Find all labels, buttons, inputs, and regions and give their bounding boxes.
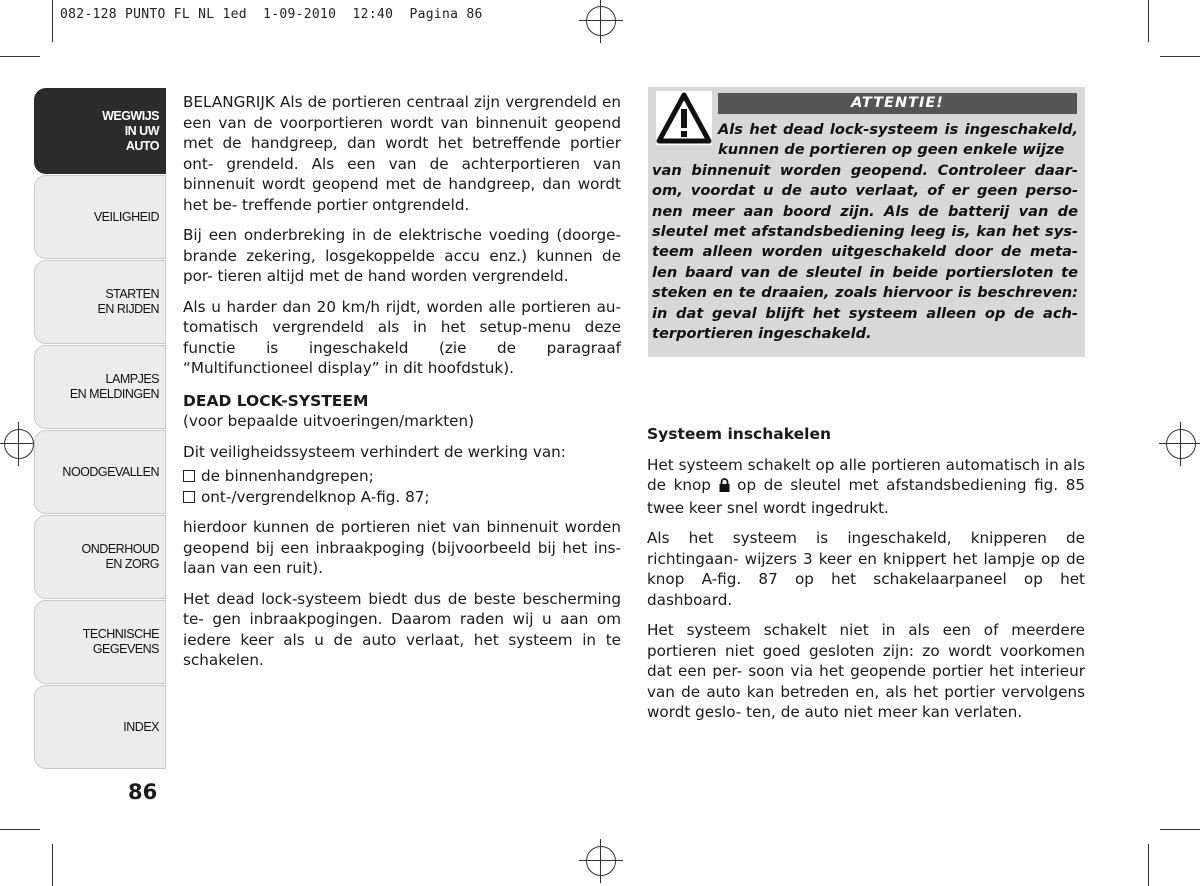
paragraph: Het systeem schakelt niet in als een of meerdere portieren niet goed gesloten zijn: zo wordt voorkomen dat een per- soon via het geopende portier het interieur van de auto kan betreden en, als het portier vervolgens wordt geslo- ten, de auto niet meer kan verlaten. bbox=[647, 621, 1085, 721]
tab-noodgevallen[interactable] bbox=[34, 430, 166, 514]
print-slug: 082-128 PUNTO FL NL 1ed 1-09-2010 12:40 Pagina 86 bbox=[60, 7, 483, 22]
paragraph bbox=[647, 455, 1085, 519]
paragraph: BELANGRIJK Als de portieren centraal zijn vergrendeld en een van de voorportieren wordt van binnenuit geopend met de handgreep, dan wordt het betreffende portier ont- grendeld. Als een van de achterportieren van binnenuit wordt geopend met de handgreep, dan wordt het be- treffende portier ontgrendeld. bbox=[183, 93, 621, 214]
tab-label: ONDERHOUD EN ZORG bbox=[81, 542, 159, 571]
registration-mark-left bbox=[4, 429, 34, 459]
left-column bbox=[183, 92, 621, 681]
section-heading: DEAD LOCK-SYSTEEM bbox=[183, 391, 369, 410]
paragraph-text: Het systeem schakelt op alle portieren automatisch in als de knop bbox=[647, 455, 1085, 494]
tab-veiligheid[interactable] bbox=[34, 175, 166, 259]
tab-label: TECHNISCHE GEGEVENS bbox=[82, 627, 159, 656]
tab-starten[interactable] bbox=[34, 260, 166, 344]
paragraph: Dit veiligheidssysteem verhindert de werking van: bbox=[183, 442, 566, 461]
warning-text-rest: van binnenuit worden geopend. Controleer daar- om, voordat u de auto verlaat, of er geen perso- nen meer aan boord zijn. Als de batterij van de sleutel met afstandsbediening leeg is, kan het sys- teem alleen worden uitgeschakeld door de meta- len baard van de sleutel in beide portiersloten te steken en te draaien, zoals hiervoor is beschreven: in dat geval blijft het systeem alleen op de ach- terportieren ingeschakeld. bbox=[652, 161, 1078, 343]
paragraph-text: op de sleutel met afstandsbediening fig. 85 twee keer snel wordt ingedrukt. bbox=[647, 476, 1086, 517]
crop-mark bbox=[52, 0, 53, 42]
tab-wegwijs[interactable] bbox=[34, 88, 166, 174]
checkbox-bullet-icon bbox=[183, 491, 195, 503]
crop-mark bbox=[0, 829, 40, 830]
warning-text bbox=[652, 120, 1078, 344]
tab-label: WEGWIJS IN UW AUTO bbox=[102, 108, 159, 153]
paragraph: Het dead lock-systeem biedt dus de beste bescherming te- gen inbraakpogingen. Daarom raden wij u aan om iedere keer als u de auto verlaat, het systeem in te schakelen. bbox=[183, 589, 621, 669]
tab-onderhoud[interactable] bbox=[34, 515, 166, 599]
page-number: 86 bbox=[128, 780, 158, 804]
tab-label: INDEX bbox=[123, 719, 159, 734]
paragraph: Als u harder dan 20 km/h rijdt, worden alle portieren au- tomatisch vergrendeld als in het setup-menu deze functie is ingeschakeld (zie de paragraaf “Multifunctioneel display” in dit hoofdstuk). bbox=[183, 297, 621, 377]
list-item bbox=[183, 487, 621, 508]
paragraph: Bij een onderbreking in de elektrische voeding (doorge- brande zekering, losgekoppelde accu enz.) kunnen de por- tieren altijd met de hand worden vergrendeld. bbox=[183, 226, 621, 285]
section-subheading: (voor bepaalde uitvoeringen/markten) bbox=[183, 412, 475, 430]
tab-label: NOODGEVALLEN bbox=[62, 464, 159, 479]
crop-mark bbox=[52, 844, 53, 886]
paragraph: Als het systeem is ingeschakeld, knipperen de richtingaan- wijzers 3 keer en knippert het lampje op de knop A-fig. 87 op het schakelaarpaneel op het dashboard. bbox=[647, 529, 1085, 609]
lock-icon bbox=[719, 477, 730, 498]
registration-mark-top bbox=[586, 6, 616, 36]
paragraph: hierdoor kunnen de portieren niet van binnenuit worden geopend bij een inbraakpoging (bijvoorbeeld bij het ins- laan van een ruit). bbox=[183, 518, 621, 577]
tab-label: VEILIGHEID bbox=[93, 209, 159, 224]
tab-lampjes[interactable] bbox=[34, 345, 166, 429]
warning-title: ATTENTIE! bbox=[718, 93, 1077, 114]
crop-mark bbox=[1160, 56, 1200, 57]
list-item bbox=[183, 466, 621, 487]
list-item-text: de binnenhandgrepen; bbox=[201, 467, 374, 485]
registration-mark-bottom bbox=[586, 846, 616, 876]
right-column bbox=[647, 424, 1085, 733]
crop-mark bbox=[1148, 0, 1149, 42]
crop-mark bbox=[0, 56, 40, 57]
registration-mark-right bbox=[1166, 429, 1196, 459]
list-item-text: ont-/vergrendelknop A-fig. 87; bbox=[201, 487, 430, 506]
warning-text-first: Als het dead lock-systeem is ingeschakeld, kunnen de portieren op geen enkele wijze bbox=[718, 121, 1078, 159]
tab-index[interactable] bbox=[34, 685, 166, 769]
crop-mark bbox=[1148, 844, 1149, 886]
crop-mark bbox=[1160, 829, 1200, 830]
checkbox-bullet-icon bbox=[183, 470, 195, 482]
tab-label: STARTEN EN RIJDEN bbox=[97, 287, 159, 316]
section-heading: Systeem inschakelen bbox=[647, 425, 831, 443]
tab-label: LAMPJES EN MELDINGEN bbox=[69, 372, 159, 401]
tab-technische[interactable] bbox=[34, 600, 166, 684]
